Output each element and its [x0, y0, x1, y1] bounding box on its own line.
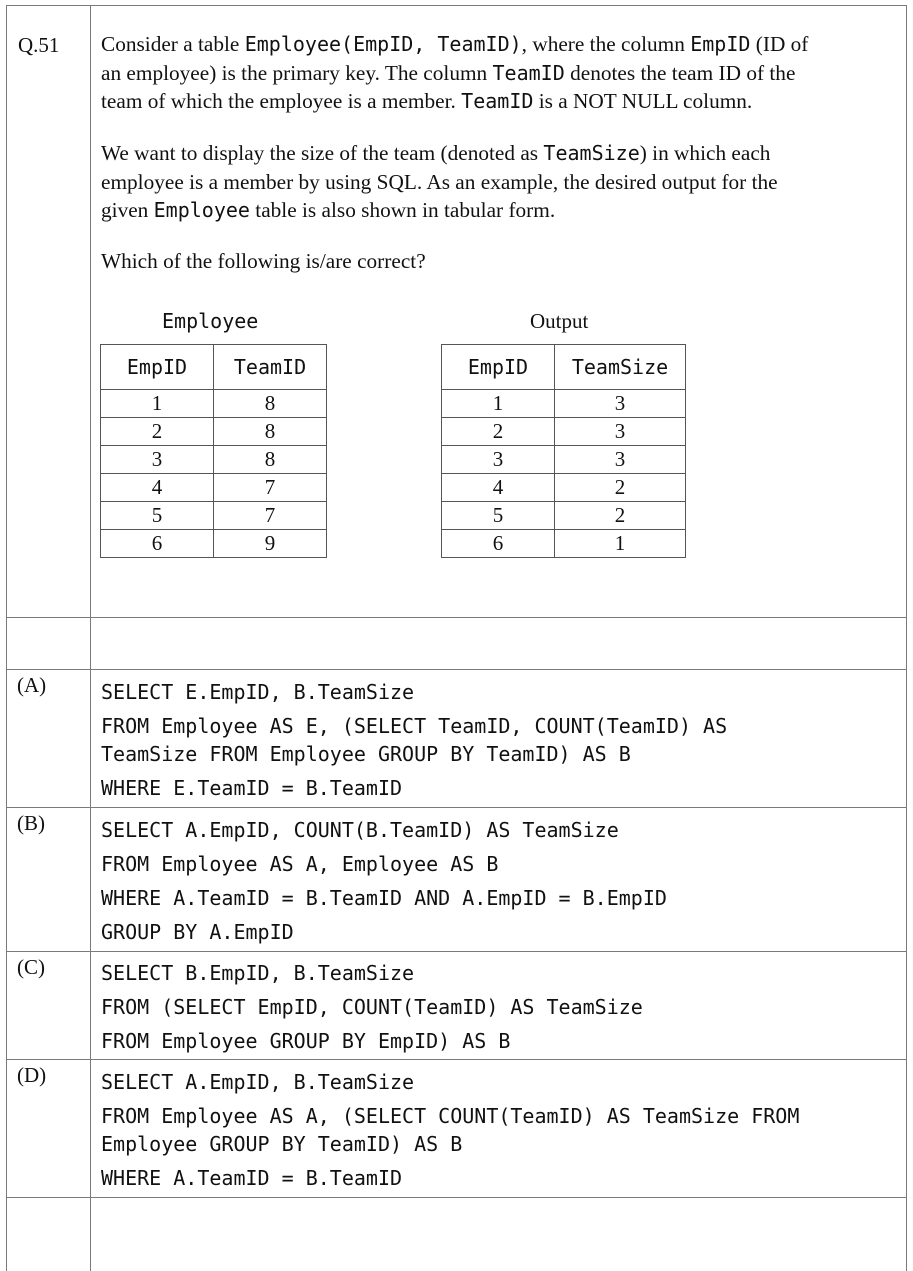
- table-cell: 4: [442, 474, 555, 502]
- column-header: EmpID: [442, 345, 555, 390]
- table-cell: 8: [214, 418, 327, 446]
- top-border: [6, 5, 907, 6]
- right-border: [906, 5, 907, 1271]
- table-row: [442, 502, 686, 530]
- table-cell: 7: [214, 474, 327, 502]
- table-row: [442, 530, 686, 558]
- table-cell: 5: [442, 502, 555, 530]
- table-cell: 3: [442, 446, 555, 474]
- column-header: TeamSize: [555, 345, 686, 390]
- row-divider: [6, 951, 907, 952]
- table-cell: 2: [555, 502, 686, 530]
- option-c-label: (C): [17, 955, 45, 979]
- option-b-code: SELECT A.EmpID, COUNT(B.TeamID) AS TeamSize FROM Employee AS A, Employee AS B WHERE A.TeamID = B.TeamID AND A.EmpID = B.EmpID GROUP BY A.EmpID: [101, 818, 667, 944]
- table-cell: 2: [442, 418, 555, 446]
- option-d-label: (D): [17, 1063, 47, 1087]
- table-row: [101, 502, 327, 530]
- table-cell: 1: [555, 530, 686, 558]
- row-divider: [6, 1059, 907, 1060]
- table-cell: 2: [555, 474, 686, 502]
- table-cell: 3: [555, 418, 686, 446]
- table-row: [442, 474, 686, 502]
- table-row: [101, 530, 327, 558]
- table-cell: 9: [214, 530, 327, 558]
- table-cell: 2: [101, 418, 214, 446]
- employee-table-caption: Employee: [162, 309, 259, 333]
- table-header-row: [101, 345, 327, 390]
- table-cell: 1: [442, 390, 555, 418]
- question-paragraph-1: Consider a table Employee(EmpID, TeamID), where the column EmpID (ID of an employee) is the primary key. The column TeamID denotes the team ID of the team of which the employee is a member. TeamID is a NOT NULL column.: [101, 32, 809, 113]
- table-cell: 1: [101, 390, 214, 418]
- table-row: [101, 446, 327, 474]
- table-cell: 8: [214, 446, 327, 474]
- table-row: [442, 446, 686, 474]
- table-row: [101, 418, 327, 446]
- option-a-label: (A): [17, 673, 47, 697]
- column-header: EmpID: [101, 345, 214, 390]
- table-row: [101, 390, 327, 418]
- table-cell: 8: [214, 390, 327, 418]
- table-cell: 3: [555, 446, 686, 474]
- table-row: [442, 390, 686, 418]
- question-paragraph-2: We want to display the size of the team (denoted as TeamSize) in which each employee is a member by using SQL. As an example, the desired output for the given Employee table is also shown in tabular form.: [101, 141, 778, 222]
- table-cell: 6: [101, 530, 214, 558]
- question-paragraph-3: Which of the following is/are correct?: [101, 249, 426, 273]
- table-cell: 4: [101, 474, 214, 502]
- output-table-caption: Output: [530, 309, 589, 333]
- table-cell: 3: [101, 446, 214, 474]
- column-divider: [90, 5, 91, 1271]
- column-header: TeamID: [214, 345, 327, 390]
- option-b-label: (B): [17, 811, 45, 835]
- option-a-code: SELECT E.EmpID, B.TeamSize FROM Employee AS E, (SELECT TeamID, COUNT(TeamID) AS TeamSize FROM Employee GROUP BY TeamID) AS B WHERE E.TeamID = B.TeamID: [101, 680, 728, 800]
- question-number: Q.51: [18, 33, 60, 57]
- row-divider: [6, 669, 907, 670]
- output-table: [441, 344, 686, 558]
- table-cell: 3: [555, 390, 686, 418]
- table-header-row: [442, 345, 686, 390]
- row-divider: [6, 807, 907, 808]
- table-cell: 7: [214, 502, 327, 530]
- employee-table: [100, 344, 327, 558]
- option-d-code: SELECT A.EmpID, B.TeamSize FROM Employee AS A, (SELECT COUNT(TeamID) AS TeamSize FROM Employee GROUP BY TeamID) AS B WHERE A.TeamID = B.TeamID: [101, 1070, 800, 1190]
- table-row: [101, 474, 327, 502]
- left-border: [6, 5, 7, 1271]
- table-row: [442, 418, 686, 446]
- row-divider: [6, 1197, 907, 1198]
- row-divider: [6, 617, 907, 618]
- table-cell: 6: [442, 530, 555, 558]
- option-c-code: SELECT B.EmpID, B.TeamSize FROM (SELECT EmpID, COUNT(TeamID) AS TeamSize FROM Employee GROUP BY EmpID) AS B: [101, 961, 643, 1053]
- table-cell: 5: [101, 502, 214, 530]
